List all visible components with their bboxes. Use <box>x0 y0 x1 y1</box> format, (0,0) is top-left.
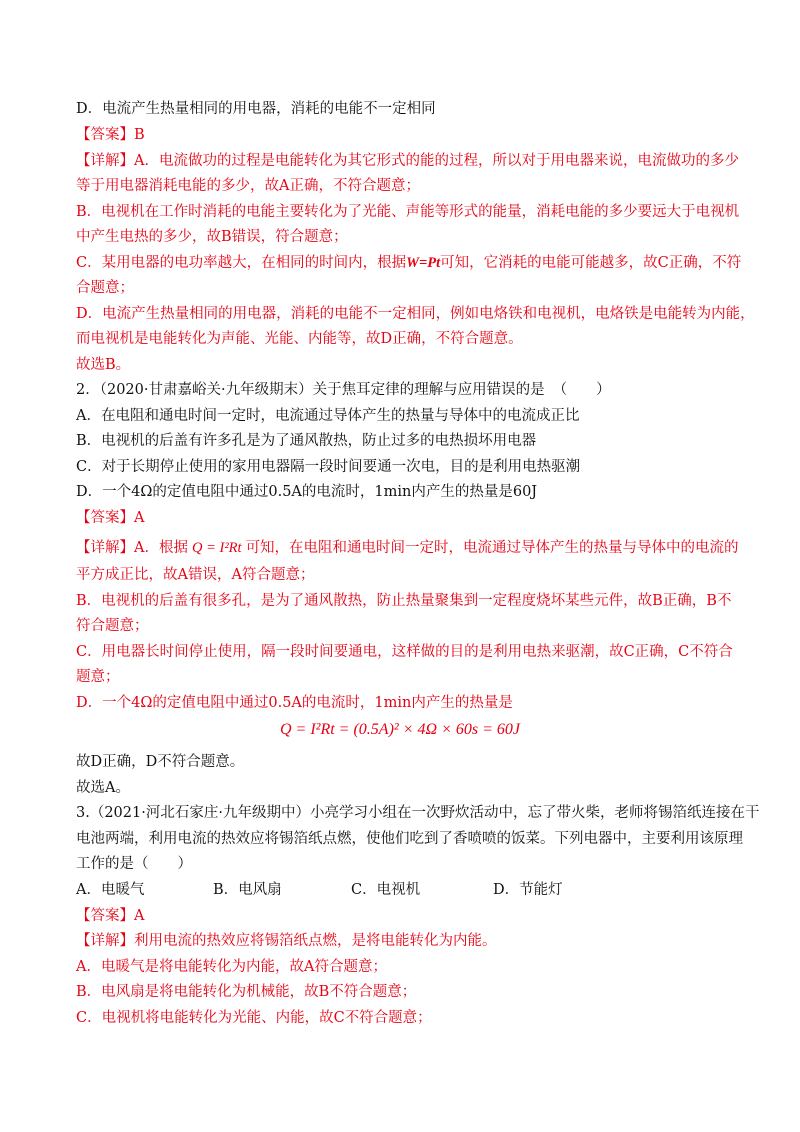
q2-conclusion: 故选A。 <box>76 780 130 796</box>
q2-stem <box>76 380 740 400</box>
q2-detail-a-line1 <box>76 538 740 558</box>
q2-formula: Q = I²Rt = (0.5A)² × 4Ω × 60s = 60J <box>279 721 520 738</box>
q1-detail-c-line2: 合题意； <box>76 280 134 296</box>
q3-answer-line <box>76 906 740 926</box>
q2-detail-d-line1: D．一个4Ω的定值电阻中通过0.5A的电流时，1min内产生的热量是 <box>76 695 513 711</box>
detail-label: 【详解】 <box>76 933 134 949</box>
q1-detail-a-text: A．电流做功的过程是电能转化为其它形式的能的过程，所以对于用电器来说，电流做功的多少 <box>134 153 739 169</box>
q1-detail-d-line1: D．电流产生热量相同的用电器，消耗的电能不一定相同，例如电烙铁和电视机，电烙铁是电能转为内能， <box>76 306 755 322</box>
q1-answer-line <box>76 125 740 145</box>
detail-label: 【详解】 <box>76 540 134 556</box>
q1-detail-c-line1 <box>76 253 740 273</box>
q3-stem-line2: 电池两端，利用电流的热效应将锡箔纸点燃，使他们吃到了香喷喷的饭菜。下列电器中，主要利用该原理 <box>76 831 743 847</box>
q3-detail-b: B．电风扇是将电能转化为机械能，故B不符合题意； <box>76 984 417 1000</box>
q3-detail-c: C．电视机将电能转化为光能、内能，故C不符合题意； <box>76 1010 432 1026</box>
answer-value: B <box>134 127 145 143</box>
q3-detail-a: A．电暖气是将电能转化为内能，故A符合题意； <box>76 959 387 975</box>
q2-detail-a-line2: 平方成正比，故A错误，A符合题意； <box>76 567 315 583</box>
q2-detail-a-post: 可知，在电阻和通电时间一定时，电流通过导体产生的热量与导体中的电流的 <box>245 540 739 556</box>
q1-option-d: D．电流产生热量相同的用电器，消耗的电能不一定相同 <box>76 101 436 117</box>
q1-detail-c-formula: W=Pt <box>406 255 441 271</box>
q2-detail-d-line2: 故D正确，D不符合题意。 <box>76 754 245 770</box>
q3-detail-intro-text: 利用电流的热效应将锡箔纸点燃，是将电能转化为内能。 <box>134 933 497 949</box>
answer-value: A <box>134 510 145 526</box>
q3-option-a: A．电暖气 <box>76 882 145 898</box>
q1-conclusion: 故选B。 <box>76 357 131 373</box>
answer-label: 【答案】 <box>76 127 134 143</box>
q1-detail-b-line2: 中产生电热的多少，故B错误，符合题意； <box>76 229 348 245</box>
q3-stem-line1: 3.（2021·河北石家庄·九年级期中）小亮学习小组在一次野炊活动中，忘了带火柴，老师将锡箔纸连接在干 <box>76 805 760 821</box>
q2-detail-c-line1: C．用电器长时间停止使用，隔一段时间要通电，这样做的目的是利用电热来驱潮，故C正确，C不符合 <box>76 644 733 660</box>
q3-detail-intro <box>76 931 740 951</box>
q1-detail-c-post: 可知，它消耗的电能可能越多，故C正确，不符 <box>440 255 742 271</box>
q1-detail-a-line1 <box>76 151 740 171</box>
q3-option-c: C．电视机 <box>351 882 421 898</box>
answer-label: 【答案】 <box>76 510 134 526</box>
q2-answer-line <box>76 508 740 528</box>
answer-value: A <box>134 908 145 924</box>
q1-detail-d-line2: 而电视机是电能转化为声能、光能、内能等，故D正确，不符合题意。 <box>76 331 523 347</box>
q2-detail-a-pre: A．根据 <box>134 540 188 556</box>
answer-label: 【答案】 <box>76 908 134 924</box>
q2-detail-c-line2: 题意； <box>76 669 120 685</box>
q3-stem-line3: 工作的是（ ） <box>76 856 192 872</box>
q2-stem-paren: （ ） <box>552 382 611 398</box>
q3-option-b: B．电风扇 <box>213 882 282 898</box>
q2-option-b: B．电视机的后盖有许多孔是为了通风散热，防止过多的电热损坏用电器 <box>76 433 537 449</box>
q2-detail-b-line2: 符合题意； <box>76 618 149 634</box>
q2-option-a: A．在电阻和通电时间一定时，电流通过导体产生的热量与导体中的电流成正比 <box>76 408 580 424</box>
q2-option-d: D．一个4Ω的定值电阻中通过0.5A的电流时，1min内产生的热量是60J <box>76 484 538 500</box>
q2-option-c: C．对于长期停止使用的家用电器隔一段时间要通一次电，目的是利用电热驱潮 <box>76 459 581 475</box>
q2-stem-text: 2．（2020·甘肃嘉峪关·九年级期末）关于焦耳定律的理解与应用错误的是 <box>76 382 545 398</box>
detail-label: 【详解】 <box>76 153 134 169</box>
q1-detail-b-line1: B．电视机在工作时消耗的电能主要转化为了光能、声能等形式的能量，消耗电能的多少要远大于电视机 <box>76 204 740 220</box>
q3-option-d: D．节能灯 <box>493 882 563 898</box>
q2-detail-a-formula: Q = I²Rt <box>191 540 242 556</box>
q1-detail-c-pre: C．某用电器的电功率越大，在相同的时间内，根据 <box>76 255 407 271</box>
q1-detail-a-line2: 等于用电器消耗电能的多少，故A正确，不符合题意； <box>76 178 420 194</box>
q2-detail-b-line1: B．电视机的后盖有很多孔，是为了通风散热，防止热量聚集到一定程度烧坏某些元件，故B正确，B不 <box>76 593 732 609</box>
